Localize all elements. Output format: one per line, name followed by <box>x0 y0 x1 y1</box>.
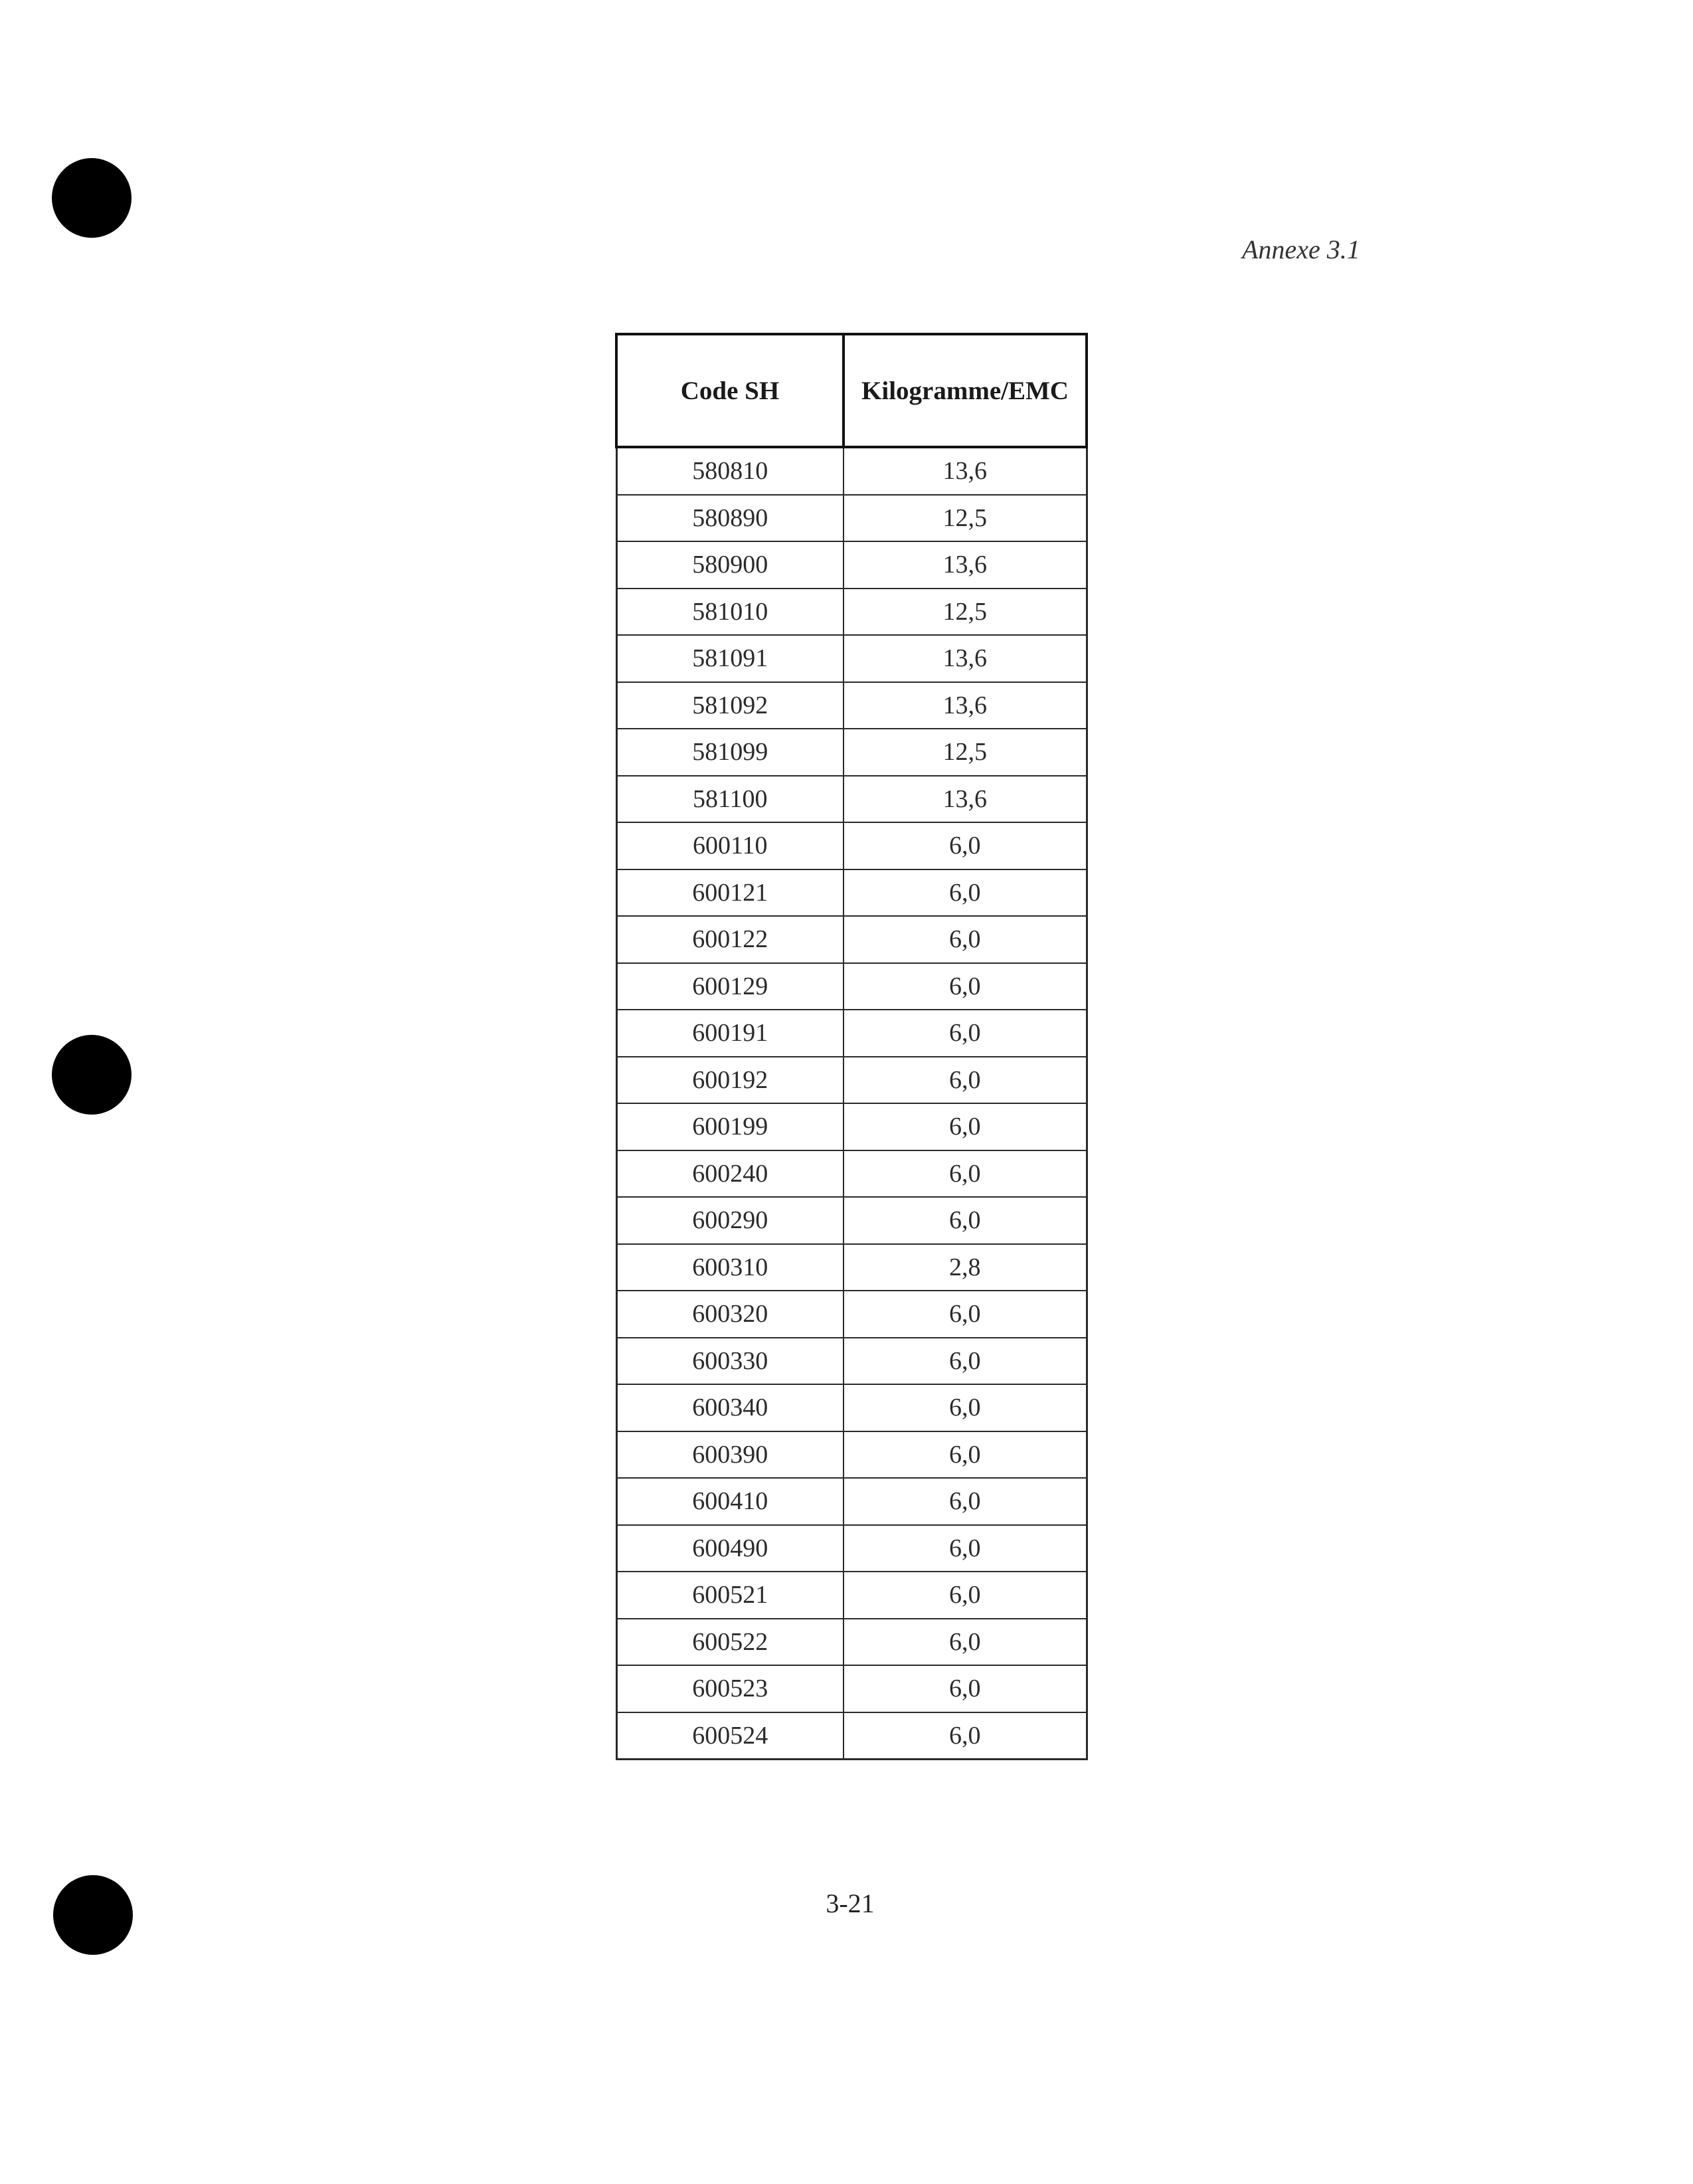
table-row <box>616 1338 1087 1385</box>
table-row <box>616 1103 1087 1150</box>
table-row <box>616 495 1087 542</box>
kilogram-cell: 6,0 <box>844 1478 1087 1525</box>
kilogram-cell: 6,0 <box>844 1197 1087 1244</box>
table-row <box>616 1572 1087 1619</box>
code-cell: 600129 <box>616 963 844 1010</box>
code-cell: 600490 <box>616 1525 844 1572</box>
kilogram-cell: 13,6 <box>844 682 1087 729</box>
page-number: 3-21 <box>826 1888 875 1918</box>
kilogram-cell: 13,6 <box>844 541 1087 589</box>
kilogram-cell: 6,0 <box>844 1525 1087 1572</box>
table-row <box>616 822 1087 869</box>
code-cell: 581091 <box>616 635 844 682</box>
code-cell: 581100 <box>616 776 844 823</box>
kilogram-cell: 13,6 <box>844 776 1087 823</box>
kilogram-cell: 6,0 <box>844 1150 1087 1198</box>
table-row <box>616 1478 1087 1525</box>
kilogram-cell: 6,0 <box>844 1619 1087 1666</box>
code-cell: 600522 <box>616 1619 844 1666</box>
table-row <box>616 1291 1087 1338</box>
table-row <box>616 1431 1087 1479</box>
code-cell: 600240 <box>616 1150 844 1198</box>
code-cell: 600524 <box>616 1712 844 1760</box>
code-cell: 600310 <box>616 1244 844 1291</box>
code-cell: 581099 <box>616 729 844 776</box>
kilogram-cell: 6,0 <box>844 1665 1087 1712</box>
code-cell: 600192 <box>616 1057 844 1104</box>
punch-hole-top <box>52 158 132 238</box>
code-cell: 600191 <box>616 1010 844 1057</box>
table-row <box>616 447 1087 495</box>
code-cell: 600390 <box>616 1431 844 1479</box>
table-row <box>616 589 1087 636</box>
kilogram-cell: 12,5 <box>844 729 1087 776</box>
code-table <box>615 333 1088 1760</box>
kilogram-cell: 13,6 <box>844 635 1087 682</box>
code-table-container <box>615 333 1085 1760</box>
table-row <box>616 729 1087 776</box>
kilogram-cell: 6,0 <box>844 822 1087 869</box>
kilogram-cell: 6,0 <box>844 1572 1087 1619</box>
table-row <box>616 1010 1087 1057</box>
kilogram-cell: 12,5 <box>844 589 1087 636</box>
table-body <box>616 447 1087 1760</box>
kilogram-cell: 12,5 <box>844 495 1087 542</box>
punch-hole-middle <box>52 1035 132 1115</box>
table-row <box>616 1525 1087 1572</box>
code-cell: 600410 <box>616 1478 844 1525</box>
code-cell: 580900 <box>616 541 844 589</box>
code-cell: 580890 <box>616 495 844 542</box>
table-row <box>616 682 1087 729</box>
kilogram-cell: 6,0 <box>844 1338 1087 1385</box>
column-header-kilogram: Kilogramme/EMC <box>844 334 1087 447</box>
kilogram-cell: 6,0 <box>844 1057 1087 1104</box>
code-cell: 600320 <box>616 1291 844 1338</box>
code-cell: 581092 <box>616 682 844 729</box>
code-cell: 580810 <box>616 447 844 495</box>
punch-hole-bottom <box>53 1875 133 1955</box>
kilogram-cell: 6,0 <box>844 1010 1087 1057</box>
kilogram-cell: 2,8 <box>844 1244 1087 1291</box>
table-row <box>616 1244 1087 1291</box>
code-cell: 600122 <box>616 916 844 963</box>
column-header-code: Code SH <box>616 334 844 447</box>
table-row <box>616 963 1087 1010</box>
table-row <box>616 1197 1087 1244</box>
table-row <box>616 1665 1087 1712</box>
code-cell: 600523 <box>616 1665 844 1712</box>
kilogram-cell: 6,0 <box>844 869 1087 917</box>
table-row <box>616 776 1087 823</box>
kilogram-cell: 6,0 <box>844 916 1087 963</box>
table-header-row <box>616 334 1087 447</box>
table-row <box>616 541 1087 589</box>
table-row <box>616 1057 1087 1104</box>
code-cell: 600199 <box>616 1103 844 1150</box>
kilogram-cell: 6,0 <box>844 1384 1087 1431</box>
code-cell: 600521 <box>616 1572 844 1619</box>
table-row <box>616 1150 1087 1198</box>
code-cell: 600110 <box>616 822 844 869</box>
code-cell: 600330 <box>616 1338 844 1385</box>
code-cell: 600340 <box>616 1384 844 1431</box>
annex-label: Annexe 3.1 <box>1242 234 1360 264</box>
code-cell: 600121 <box>616 869 844 917</box>
table-row <box>616 1384 1087 1431</box>
kilogram-cell: 6,0 <box>844 1431 1087 1479</box>
table-row <box>616 869 1087 917</box>
kilogram-cell: 6,0 <box>844 963 1087 1010</box>
kilogram-cell: 6,0 <box>844 1291 1087 1338</box>
kilogram-cell: 6,0 <box>844 1103 1087 1150</box>
code-cell: 600290 <box>616 1197 844 1244</box>
table-row <box>616 1712 1087 1760</box>
code-cell: 581010 <box>616 589 844 636</box>
table-row <box>616 916 1087 963</box>
kilogram-cell: 13,6 <box>844 447 1087 495</box>
table-row <box>616 635 1087 682</box>
kilogram-cell: 6,0 <box>844 1712 1087 1760</box>
table-row <box>616 1619 1087 1666</box>
